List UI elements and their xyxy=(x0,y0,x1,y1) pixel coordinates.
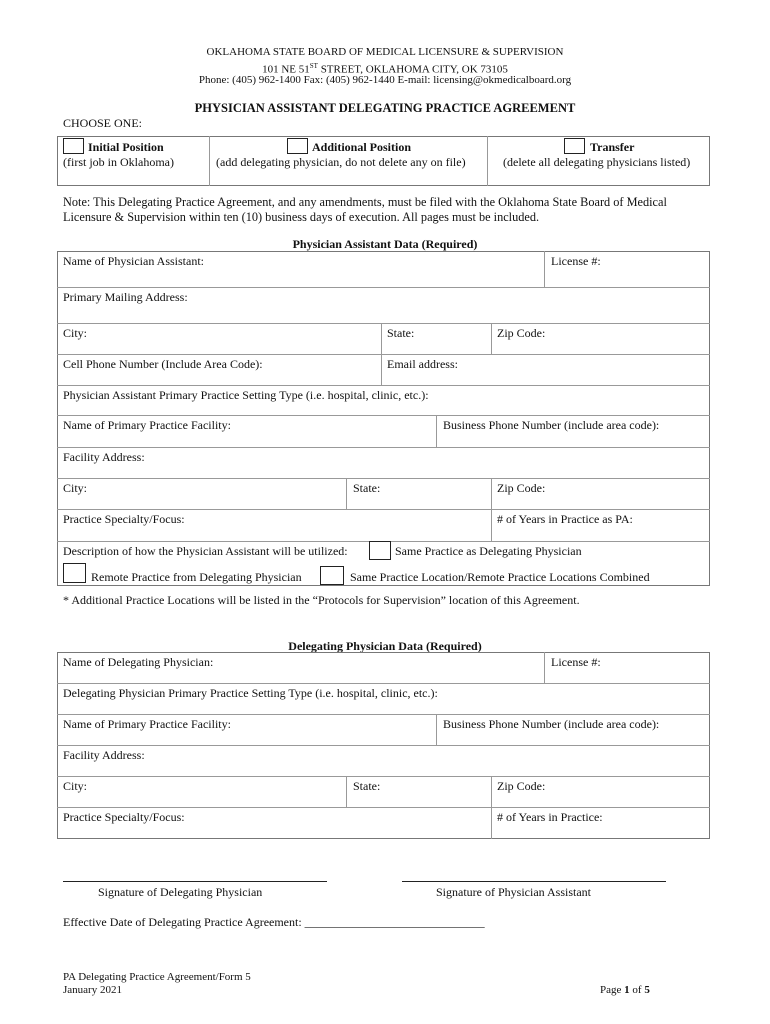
dp-license-label: License #: xyxy=(551,655,601,669)
physician-signature-line[interactable] xyxy=(63,881,327,882)
pa-facaddr-label: Facility Address: xyxy=(63,450,145,464)
remote-practice-checkbox[interactable] xyxy=(63,563,86,583)
dp-facaddr-label: Facility Address: xyxy=(63,748,145,762)
divider xyxy=(209,136,210,186)
initial-position-title: Initial Position xyxy=(88,140,164,154)
transfer-sub: (delete all delegating physicians listed) xyxy=(503,155,691,169)
combined-practice-checkbox[interactable] xyxy=(320,566,344,585)
pa-email-label: Email address: xyxy=(387,357,458,371)
pa-zip2-label: Zip Code: xyxy=(497,481,546,495)
pa-city2-label: City: xyxy=(63,481,88,495)
pa-mailing-label: Primary Mailing Address: xyxy=(63,290,188,304)
physician-signature-label: Signature of Delegating Physician xyxy=(98,885,263,899)
dp-bizphone-label: Business Phone Number (include area code): xyxy=(443,717,660,731)
remote-practice-label: Remote Practice from Delegating Physician xyxy=(91,570,302,584)
pa-state2-label: State: xyxy=(353,481,381,495)
additional-position-title: Additional Position xyxy=(312,140,412,154)
divider xyxy=(487,136,488,186)
choose-one-label: CHOOSE ONE: xyxy=(63,116,143,130)
pa-signature-label: Signature of Physician Assistant xyxy=(436,885,591,899)
effective-date-label[interactable]: Effective Date of Delegating Practice Agreement: ______________________________ xyxy=(63,915,485,929)
pa-description-label: Description of how the Physician Assistant will be utilized: xyxy=(63,544,348,558)
board-address: 101 NE 51ST STREET, OKLAHOMA CITY, OK 73105 xyxy=(262,62,508,76)
dp-setting-label: Delegating Physician Primary Practice Setting Type (i.e. hospital, clinic, etc.): xyxy=(63,686,438,700)
pa-city-label: City: xyxy=(63,326,88,340)
additional-locations-note: * Additional Practice Locations will be listed in the “Protocols for Supervision” location of this Agreement. xyxy=(63,593,580,607)
dp-facility-label: Name of Primary Practice Facility: xyxy=(63,717,231,731)
footer-page-number: Page 1 of 5 xyxy=(600,984,650,996)
pa-license-label: License #: xyxy=(551,254,601,268)
additional-position-checkbox[interactable] xyxy=(287,138,308,154)
pa-cell-label: Cell Phone Number (Include Area Code): xyxy=(63,357,263,371)
transfer-checkbox[interactable] xyxy=(564,138,585,154)
additional-position-sub: (add delegating physician, do not delete any on file) xyxy=(216,155,466,169)
dp-section-title: Delegating Physician Data (Required) xyxy=(288,639,482,653)
dp-name-label: Name of Delegating Physician: xyxy=(63,655,214,669)
same-practice-checkbox[interactable] xyxy=(369,541,391,560)
pa-section-title: Physician Assistant Data (Required) xyxy=(292,237,478,251)
dp-years-label: # of Years in Practice: xyxy=(497,810,603,824)
same-practice-label: Same Practice as Delegating Physician xyxy=(395,544,582,558)
note-line-1: Note: This Delegating Practice Agreement, and any amendments, must be filed with the Oklahoma State Board of Medical xyxy=(63,195,667,209)
footer-date: January 2021 xyxy=(63,984,122,996)
pa-name-label: Name of Physician Assistant: xyxy=(63,254,204,268)
transfer-title: Transfer xyxy=(590,140,635,154)
dp-city-label: City: xyxy=(63,779,88,793)
pa-facility-label: Name of Primary Practice Facility: xyxy=(63,418,231,432)
pa-years-label: # of Years in Practice as PA: xyxy=(497,512,633,526)
footer-form-name: PA Delegating Practice Agreement/Form 5 xyxy=(63,971,251,983)
pa-signature-line[interactable] xyxy=(402,881,666,882)
note-line-2: Licensure & Supervision within ten (10) business days of execution. All pages must be included. xyxy=(63,210,540,224)
initial-position-sub: (first job in Oklahoma) xyxy=(63,155,174,169)
board-contact: Phone: (405) 962-1400 Fax: (405) 962-1440 E-mail: licensing@okmedicalboard.org xyxy=(198,74,572,86)
pa-state-label: State: xyxy=(387,326,415,340)
pa-specialty-label: Practice Specialty/Focus: xyxy=(63,512,185,526)
combined-practice-label: Same Practice Location/Remote Practice Locations Combined xyxy=(350,570,650,584)
board-name: OKLAHOMA STATE BOARD OF MEDICAL LICENSURE & SUPERVISION xyxy=(206,46,564,58)
dp-zip-label: Zip Code: xyxy=(497,779,546,793)
pa-bizphone-label: Business Phone Number (include area code): xyxy=(443,418,660,432)
pa-zip-label: Zip Code: xyxy=(497,326,546,340)
dp-state-label: State: xyxy=(353,779,381,793)
page-title: PHYSICIAN ASSISTANT DELEGATING PRACTICE AGREEMENT xyxy=(194,101,576,115)
initial-position-checkbox[interactable] xyxy=(63,138,84,154)
dp-specialty-label: Practice Specialty/Focus: xyxy=(63,810,185,824)
pa-setting-label: Physician Assistant Primary Practice Setting Type (i.e. hospital, clinic, etc.): xyxy=(63,388,429,402)
